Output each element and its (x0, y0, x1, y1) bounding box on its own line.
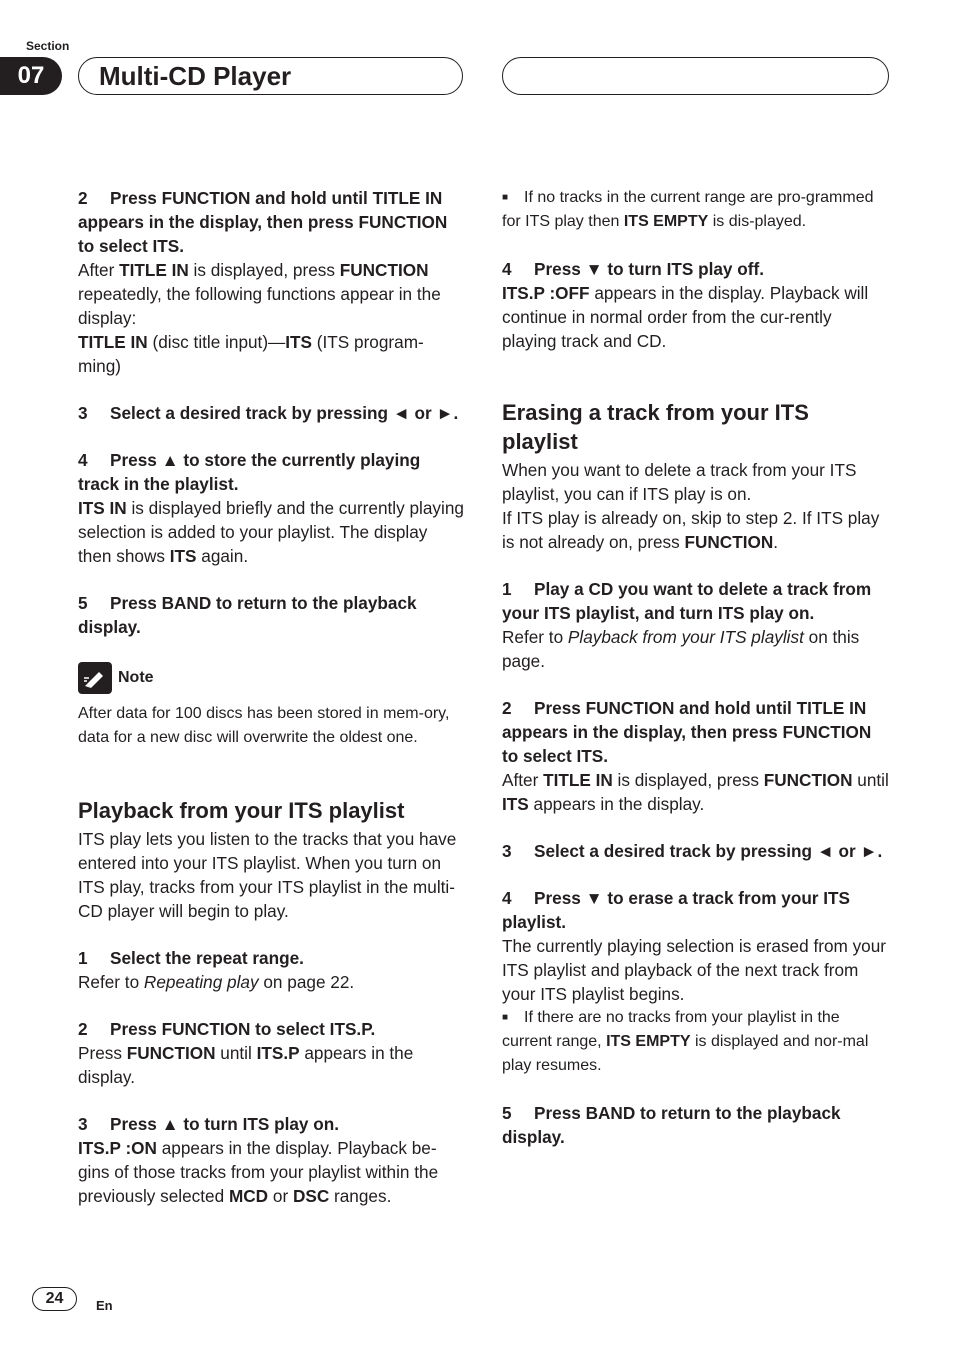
step-body: Press FUNCTION until ITS.P appears in the display. (78, 1043, 414, 1087)
section-heading: Erasing a track from your ITS playlist (502, 400, 809, 454)
step-heading: 5 Press BAND to return to the playback display. (78, 593, 417, 637)
section-number-badge: 07 (0, 57, 62, 95)
chapter-title: Multi-CD Player (99, 61, 292, 91)
bullet-note: ■ If no tracks in the current range are pro-grammed for ITS play then ITS EMPTY is dis-played. (502, 186, 890, 234)
step-heading: 3 Press ▲ to turn ITS play on. (78, 1114, 340, 1134)
note-title: Note (118, 669, 154, 686)
step-body: After TITLE IN is displayed, press FUNCTION repeatedly, the following functions appear in the display: TITLE IN (disc title input)—ITS (ITS program-ming) (78, 260, 441, 376)
paragraph: When you want to delete a track from your ITS playlist, you can if ITS play is on. (502, 460, 857, 504)
section-heading: Playback from your ITS playlist (78, 798, 405, 823)
step-body: ITS IN is displayed briefly and the currently playing selection is added to your playlist. The display then shows ITS again. (78, 498, 464, 566)
step-body: After TITLE IN is displayed, press FUNCTION until ITS appears in the display. (502, 770, 889, 814)
page-number: 24 (32, 1287, 77, 1311)
note-text: After data for 100 discs has been stored in mem-ory, data for a new disc will overwrite the oldest one. (78, 705, 450, 746)
step-heading: 3 Select a desired track by pressing ◄ or ►. (502, 841, 883, 861)
step-body: Refer to Playback from your ITS playlist on this page. (502, 627, 860, 671)
bullet-note: ■ If there are no tracks from your playlist in the current range, ITS EMPTY is displayed and nor-mal play resumes. (502, 1006, 890, 1078)
step-heading: 4 Press ▼ to erase a track from your ITS playlist. (502, 888, 851, 932)
blank-header-box (502, 57, 889, 95)
step-heading: 5 Press BAND to return to the playback display. (502, 1103, 841, 1147)
note-pencil-icon (78, 662, 112, 694)
step-body: The currently playing selection is erased from your ITS playlist and playback of the next track from your ITS playlist begins. (502, 936, 887, 1004)
right-column (502, 186, 890, 1149)
step-heading: 2 Press FUNCTION and hold until TITLE IN appears in the display, then press FUNCTION to select ITS. (502, 698, 872, 766)
step-heading: 1 Select the repeat range. (78, 948, 304, 968)
paragraph: ITS play lets you listen to the tracks that you have entered into your ITS playlist. When you turn on ITS play, tracks from your ITS playlist in the multi-CD player will begin to play. (78, 829, 457, 921)
section-label: Section (26, 39, 70, 53)
step-heading: 4 Press ▲ to store the currently playing track in the playlist. (78, 450, 421, 494)
bullet-square-icon: ■ (502, 192, 509, 203)
bullet-square-icon: ■ (502, 1012, 509, 1023)
note-header (78, 662, 464, 694)
step-heading: 3 Select a desired track by pressing ◄ or ►. (78, 403, 459, 423)
step-body: Refer to Repeating play on page 22. (78, 972, 355, 992)
step-body: ITS.P :ON appears in the display. Playback be-gins of those tracks from your playlist within the previously selected MCD or DSC ranges. (78, 1138, 439, 1206)
left-column (78, 186, 464, 1208)
step-heading: 1 Play a CD you want to delete a track from your ITS playlist, and turn ITS play on. (502, 579, 872, 623)
language-code: En (96, 1298, 113, 1313)
chapter-title-box (78, 57, 463, 95)
step-heading: 4 Press ▼ to turn ITS play off. (502, 259, 764, 279)
step-heading: 2 Press FUNCTION and hold until TITLE IN appears in the display, then press FUNCTION to select ITS. (78, 188, 448, 256)
step-heading: 2 Press FUNCTION to select ITS.P. (78, 1019, 376, 1039)
step-body: ITS.P :OFF appears in the display. Playback will continue in normal order from the cur-rently playing track and CD. (502, 283, 869, 351)
paragraph: If ITS play is already on, skip to step 2. If ITS play is not already on, press FUNCTION. (502, 508, 880, 552)
